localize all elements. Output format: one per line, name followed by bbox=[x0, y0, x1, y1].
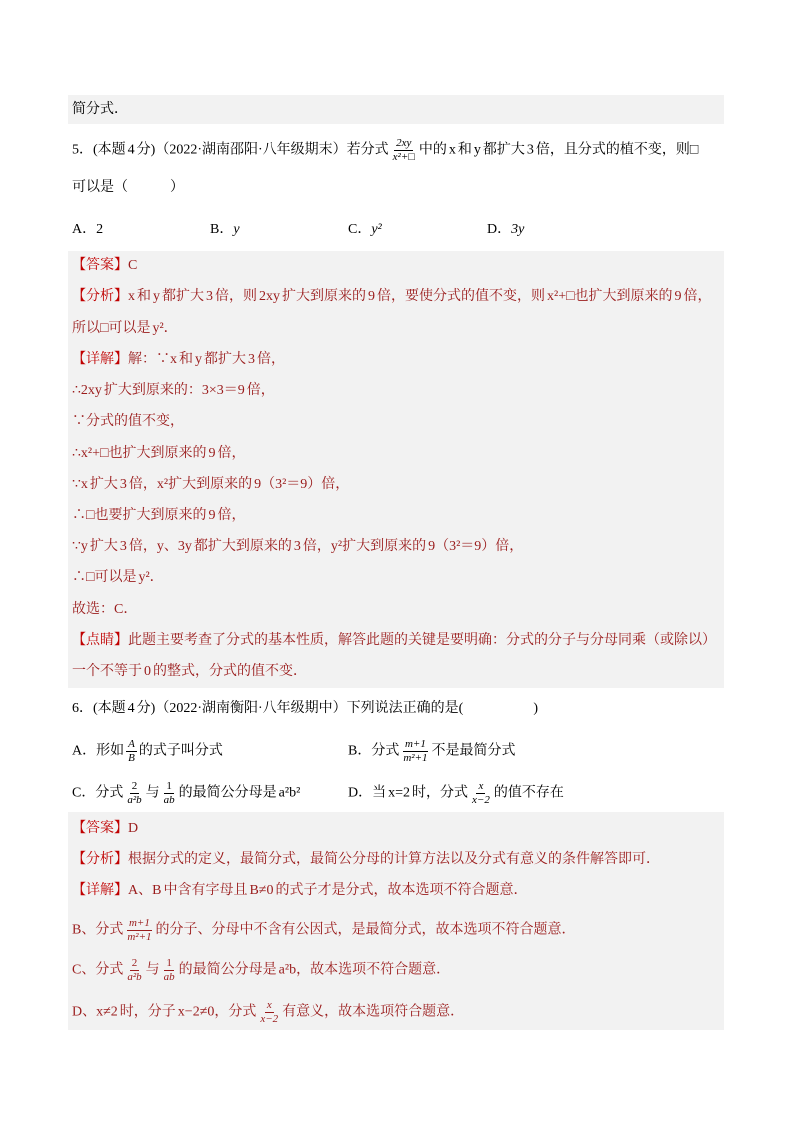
q5-detail-line-2: ∴2xy 扩大到原来的：3×3＝9 倍， bbox=[72, 383, 275, 398]
q6-option-c-fraction-1 bbox=[125, 780, 143, 807]
q6-analysis-text: 根据分式的定义，最简分式，最简公分母的计算方法以及分式有意义的条件解答即可． bbox=[128, 852, 660, 867]
q6-detail-c-fraction-1 bbox=[125, 957, 143, 984]
q5-stem-pre: 若分式 bbox=[346, 142, 389, 158]
q5-meta: (本题 4 分)（2022·湖南邵阳·八年级期末） bbox=[93, 142, 347, 158]
q6-option-c-numerator-2: 1 bbox=[166, 780, 172, 792]
q6-detail-b-post: 的分子、分母中不含有公因式，是最简分式，故本选项不符合题意． bbox=[155, 922, 576, 938]
q6-option-b-numerator: m+1 bbox=[404, 738, 426, 750]
q5-detail-line-8: ∴□可以是 y²． bbox=[72, 570, 164, 585]
q6-number: 6． bbox=[72, 701, 93, 716]
q5-detail-line-9: 故选：C． bbox=[72, 602, 138, 617]
q5-detail-line-5: ∵x 扩大 3 倍，x²扩大到原来的 9（3²＝9）倍， bbox=[72, 477, 350, 492]
q6-option-d-denominator: x−2 bbox=[472, 794, 490, 806]
q6-detail-line-b bbox=[72, 917, 576, 943]
q6-option-d-post: 的值不存在 bbox=[493, 785, 564, 801]
q6-detail-c-pre: C、分式 bbox=[72, 962, 124, 978]
q5-fraction-numerator: 2xy bbox=[396, 137, 412, 149]
q5-analysis-text-1: x 和 y 都扩大 3 倍，则 2xy 扩大到原来的 9 倍，要使分式的值不变，则 x²+□也扩大到原来的 9 倍， bbox=[128, 289, 712, 304]
q6-option-c-mid: 与 bbox=[145, 785, 160, 801]
q6-option-d-label: D． bbox=[348, 785, 373, 801]
q5-remark-text-1: 此题主要考查了分式的基本性质，解答此题的关键是要明确：分式的分子与分母同乘（或除以） bbox=[128, 633, 716, 648]
q6-option-c-label: C． bbox=[72, 785, 96, 801]
q6-detail-c-post: 的最简公分母是 a²b，故本选项不符合题意． bbox=[178, 962, 451, 978]
q5-option-a-label: A． bbox=[72, 222, 97, 237]
q5-answer-value: C bbox=[128, 258, 138, 273]
q6-option-c bbox=[72, 780, 301, 806]
q6-answer-label: 【答案】 bbox=[72, 821, 128, 836]
q5-option-c-text: y² bbox=[371, 222, 382, 237]
q6-detail-c-fraction-2 bbox=[162, 957, 177, 984]
q6-option-c-pre: 分式 bbox=[95, 785, 124, 801]
q6-stem-line bbox=[72, 698, 538, 720]
q6-option-a bbox=[72, 738, 223, 764]
q6-option-a-pre: 形如 bbox=[96, 743, 125, 759]
q5-option-d bbox=[487, 219, 524, 241]
q6-option-d-numerator: x bbox=[478, 780, 484, 792]
q5-remark-line-1 bbox=[72, 630, 716, 652]
q5-stem-post: 中的 x 和 y 都扩大 3 倍，且分式的植不变，则□ bbox=[418, 142, 699, 158]
q5-answer-label: 【答案】 bbox=[72, 258, 128, 273]
q5-option-c bbox=[348, 219, 382, 241]
q6-option-d bbox=[348, 780, 564, 806]
q5-detail-label: 【详解】 bbox=[72, 352, 128, 367]
q5-option-a-text: 2 bbox=[96, 222, 104, 237]
q6-option-c-post: 的最简公分母是 a²b² bbox=[178, 785, 301, 801]
q5-option-b-label: B． bbox=[210, 222, 234, 237]
q6-answer-value: D bbox=[128, 821, 139, 836]
q6-analysis-line bbox=[72, 849, 660, 871]
q6-detail-d-numerator: x bbox=[266, 999, 272, 1011]
q6-detail-c-numerator-1: 2 bbox=[131, 957, 138, 969]
q5-option-c-label: C． bbox=[348, 222, 372, 237]
q5-option-b bbox=[210, 219, 240, 241]
q6-detail-d-denominator: x−2 bbox=[260, 1013, 279, 1025]
q5-detail-line-4: ∴x²+□也扩大到原来的 9 倍， bbox=[72, 446, 246, 461]
q5-stem-line-1 bbox=[72, 137, 699, 163]
q5-option-d-label: D． bbox=[487, 222, 512, 237]
q5-solution-shade bbox=[68, 251, 724, 688]
q5-remark-line-2: 一个不等于 0 的整式，分式的值不变． bbox=[72, 664, 307, 679]
q5-option-a bbox=[72, 219, 103, 241]
q5-detail-line-3: ∵分式的值不变， bbox=[72, 414, 184, 429]
q5-analysis-line-1 bbox=[72, 286, 712, 308]
q6-option-a-label: A． bbox=[72, 743, 97, 759]
q6-option-b-post: 不是最简分式 bbox=[431, 743, 516, 759]
q6-detail-c-denominator-1: a²b bbox=[127, 971, 142, 983]
q6-option-b bbox=[348, 738, 516, 764]
q5-option-d-text: 3y bbox=[511, 222, 525, 237]
q6-detail-line-c bbox=[72, 957, 451, 983]
q6-option-a-fraction bbox=[126, 738, 137, 765]
q6-detail-b-numerator: m+1 bbox=[128, 917, 150, 929]
q6-option-d-fraction bbox=[470, 780, 492, 807]
q5-detail-text-1: 解：∵x 和 y 都扩大 3 倍， bbox=[128, 352, 285, 367]
q6-detail-d-fraction bbox=[258, 999, 280, 1026]
q6-detail-line-d bbox=[72, 999, 465, 1025]
q6-option-a-numerator: A bbox=[128, 738, 135, 750]
q5-analysis-line-2: 所以□可以是 y²． bbox=[72, 321, 178, 336]
q5-detail-line-7: ∵y 扩大 3 倍，y、3y 都扩大到原来的 3 倍，y²扩大到原来的 9（3²＝9）倍， bbox=[72, 539, 524, 554]
q6-detail-c-mid: 与 bbox=[145, 962, 160, 978]
q6-stem: 下列说法正确的是( ) bbox=[346, 701, 538, 716]
q6-meta: (本题 4 分)（2022·湖南衡阳·八年级期中） bbox=[93, 701, 347, 716]
q6-option-c-numerator-1: 2 bbox=[131, 780, 138, 792]
q6-option-a-denominator: B bbox=[128, 752, 135, 764]
q6-detail-line-a bbox=[72, 880, 527, 902]
q6-option-b-denominator: m²+1 bbox=[403, 752, 428, 764]
q5-answer-line bbox=[72, 255, 137, 277]
q6-detail-b-fraction bbox=[125, 917, 153, 944]
q6-detail-c-numerator-2: 1 bbox=[166, 957, 172, 969]
q6-option-b-label: B． bbox=[348, 743, 372, 759]
q6-detail-d-post: 有意义，故本选项符合题意． bbox=[282, 1004, 465, 1020]
q5-option-b-text: y bbox=[233, 222, 240, 237]
q6-detail-c-denominator-2: ab bbox=[163, 971, 175, 983]
q6-detail-text-a: A、B 中含有字母且 B≠0 的式子才是分式，故本选项不符合题意． bbox=[128, 883, 528, 898]
q5-detail-line-1 bbox=[72, 349, 285, 371]
q6-option-b-pre: 分式 bbox=[371, 743, 400, 759]
q6-detail-d-pre: D、x≠2 时，分子 x−2≠0，分式 bbox=[72, 1004, 257, 1020]
q6-option-c-denominator-2: ab bbox=[163, 794, 175, 806]
q5-fraction-denominator: x²+□ bbox=[392, 151, 415, 163]
q6-analysis-label: 【分析】 bbox=[72, 852, 128, 867]
q5-analysis-label: 【分析】 bbox=[72, 289, 128, 304]
q6-option-c-fraction-2 bbox=[162, 780, 177, 807]
q5-remark-label: 【点睛】 bbox=[72, 633, 128, 648]
q6-detail-b-denominator: m²+1 bbox=[127, 931, 152, 943]
q6-detail-b-pre: B、分式 bbox=[72, 922, 124, 938]
q6-option-b-fraction bbox=[401, 738, 429, 765]
q5-fraction bbox=[391, 137, 417, 164]
carryover-shade bbox=[68, 95, 724, 124]
q6-detail-label: 【详解】 bbox=[72, 883, 128, 898]
q6-option-a-post: 的式子叫分式 bbox=[138, 743, 223, 759]
q5-number: 5． bbox=[72, 142, 93, 158]
q6-answer-line bbox=[72, 818, 138, 840]
q6-option-d-pre: 当 x=2 时，分式 bbox=[372, 785, 469, 801]
q5-detail-line-6: ∴□也要扩大到原来的 9 倍， bbox=[72, 508, 246, 523]
q6-option-c-denominator-1: a²b bbox=[127, 794, 142, 806]
carryover-text: 简分式． bbox=[72, 102, 128, 117]
q5-stem-line-2: 可以是（ ） bbox=[72, 180, 184, 195]
